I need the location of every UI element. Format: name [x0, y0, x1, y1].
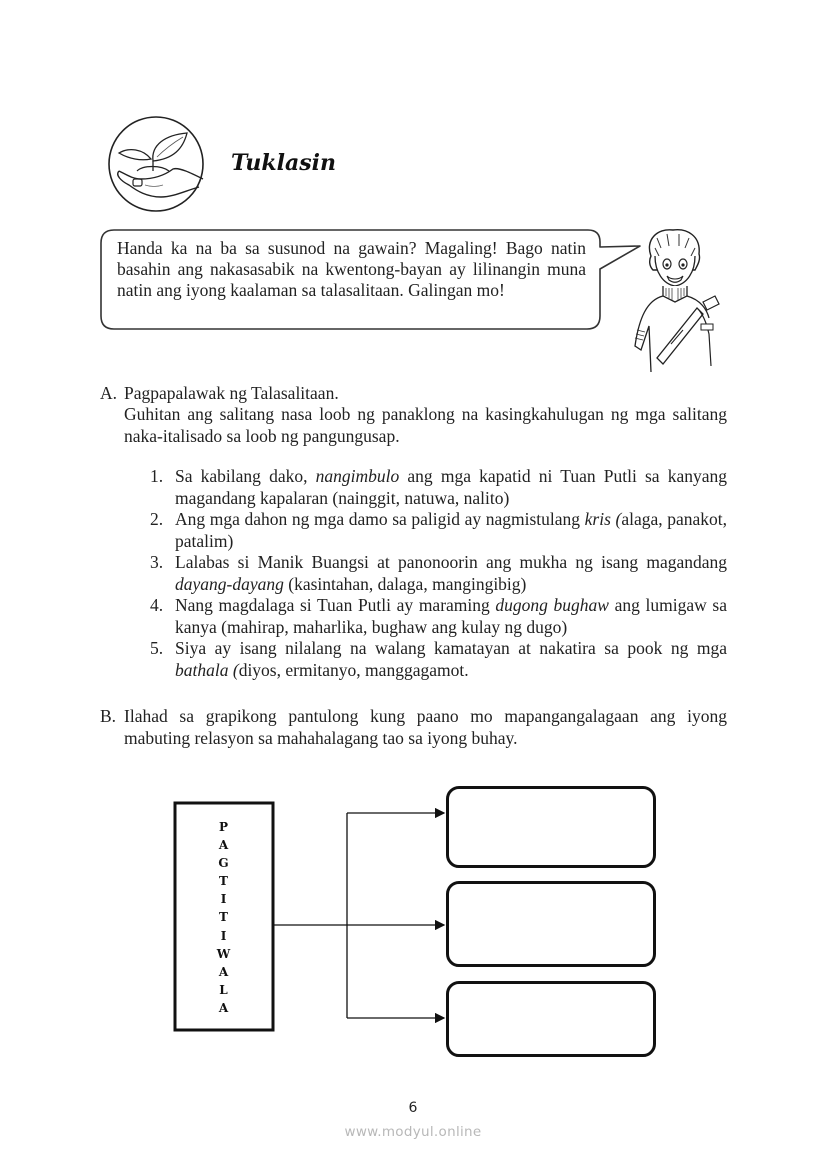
italic-word: dayang-dayang	[175, 573, 284, 594]
word-letter: W	[216, 946, 231, 961]
section-title: Tuklasin	[231, 150, 336, 176]
word-letter: G	[218, 856, 229, 871]
source-word-pagtitiwala	[175, 803, 272, 1030]
italic-word: kris (	[584, 509, 622, 529]
section-b-instruction: Ilahad sa grapikong pantulong kung paano mo mapangangalagaan ang iyong mabuting relasyon sa mahahalagang tao sa iyong buhay.	[124, 706, 727, 748]
italic-word: nangimbulo	[315, 466, 400, 486]
word-letter: T	[219, 910, 228, 925]
answer-box-3[interactable]	[446, 981, 656, 1057]
answer-box-1[interactable]	[446, 786, 656, 868]
list-item: 2. Ang mga dahon ng mga damo sa paligid ay nagmistulang kris (alaga, panakot, patalim)	[150, 509, 727, 551]
word-letter: L	[219, 982, 228, 997]
section-a-instruction: Guhitan ang salitang nasa loob ng panaklong na kasingkahulugan ng mga salitang naka-italisado sa loob ng pangungusap.	[124, 404, 727, 446]
vocabulary-list	[146, 466, 727, 681]
answer-box-2[interactable]	[446, 881, 656, 967]
list-item: 1. Sa kabilang dako, nangimbulo ang mga kapatid ni Tuan Putli sa kanyang magandang kapalaran (nainggit, natuwa, nalito)	[150, 466, 727, 508]
word-letter: A	[218, 1000, 229, 1015]
hands-holding-sprout-icon	[107, 115, 205, 213]
list-item: 3. Lalabas si Manik Buangsi at panonoorin ang mukha ng isang magandang dayang-dayang (kasintahan, dalaga, mangingibig)	[150, 552, 727, 594]
word-letter: T	[219, 874, 228, 889]
italic-word: bathala (	[175, 659, 239, 680]
bubble-text: Handa ka na ba sa susunod na gawain? Magaling! Bago natin basahin ang nakasasabik na kwentong-bayan ay lilinangin muna natin ang iyong kaalaman sa talasalitaan. Galingan mo!	[117, 238, 586, 300]
word-letter: I	[220, 892, 227, 907]
section-a-label: A.	[100, 383, 118, 403]
italic-word: dugong bughaw	[495, 595, 609, 615]
word-letter: P	[218, 820, 229, 834]
list-item: 4. Nang magdalaga si Tuan Putli ay maraming dugong bughaw ang lumigaw sa kanya (mahirap, maharlika, bughaw ang kulay ng dugo)	[150, 595, 727, 637]
watermark: www.modyul.online	[344, 1124, 482, 1140]
section-b-label: B.	[100, 706, 117, 726]
word-letter: A	[218, 838, 229, 853]
word-letter: I	[220, 928, 227, 943]
student-character-illustration	[627, 226, 723, 372]
word-letter: A	[218, 964, 229, 979]
section-a-title: Pagpapalawak ng Talasalitaan.	[124, 383, 339, 403]
list-item: 5. Siya ay isang nilalang na walang kamatayan at nakatira sa pook ng mga bathala (diyos, ermitanyo, manggagamot.	[150, 638, 727, 680]
page-number: 6	[408, 1100, 418, 1116]
